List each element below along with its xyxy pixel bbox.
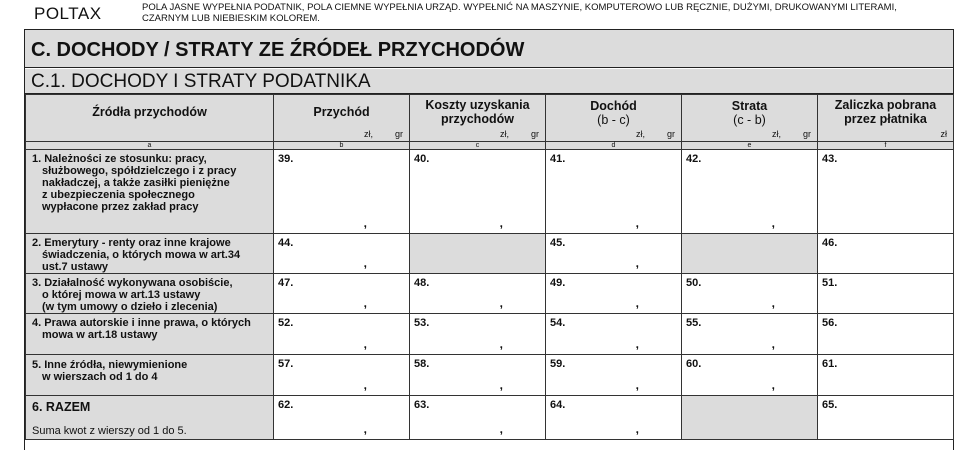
- table-row: [26, 150, 954, 234]
- form-brand: POLTAX: [34, 4, 102, 23]
- col-letter: b: [274, 142, 410, 150]
- unit-gr: gr: [394, 129, 403, 139]
- source-line: wypłacone przez zakład pracy: [42, 201, 199, 213]
- col-header-label: Koszty uzyskania przychodów: [425, 98, 530, 126]
- field-46[interactable]: [818, 234, 954, 274]
- source-total: [26, 396, 274, 440]
- col-header-revenue: [274, 95, 410, 142]
- field-44[interactable]: [274, 234, 410, 274]
- decimal-comma: ,: [635, 216, 639, 230]
- field-64[interactable]: [546, 396, 682, 440]
- field-number: 60.: [686, 358, 702, 370]
- col-units: [614, 129, 675, 139]
- col-units: [342, 129, 403, 139]
- col-letter: e: [682, 142, 818, 150]
- source-copyrights: [26, 314, 274, 355]
- unit-gr: gr: [666, 129, 675, 139]
- col-header-label: Dochód: [590, 99, 637, 113]
- unit-zl: zł: [940, 129, 947, 139]
- col-header-costs: [410, 95, 546, 142]
- field-50[interactable]: [682, 274, 818, 314]
- field-number: 65.: [822, 399, 838, 411]
- unit-zl: zł,: [363, 129, 373, 139]
- source-line: nakładczej, a także zasiłki pieniężne: [42, 177, 230, 189]
- field-53[interactable]: [410, 314, 546, 355]
- field-48[interactable]: [410, 274, 546, 314]
- field-number: 62.: [278, 399, 294, 411]
- field-58[interactable]: [410, 355, 546, 396]
- source-line: 2. Emerytury - renty oraz inne krajowe: [32, 237, 231, 249]
- field-52[interactable]: [274, 314, 410, 355]
- total-row: [26, 396, 954, 440]
- field-62[interactable]: [274, 396, 410, 440]
- source-line: o której mowa w art.13 ustawy: [42, 289, 201, 301]
- decimal-comma: ,: [635, 422, 639, 436]
- col-header-label: Źródła przychodów: [92, 105, 207, 119]
- column-letter-row: [26, 142, 954, 150]
- decimal-comma: ,: [363, 378, 367, 392]
- fill-instructions: POLA JASNE WYPEŁNIA PODATNIK, POLA CIEMNE WYPEŁNIA URZĄD. WYPEŁNIĆ NA MASZYNIE, KOMPUTEROWO LUB RĘCZNIE, DUŻYMI, DRUKOWANYMI LITERAMI, CZARNYM LUB NIEBIESKIM KOLOREM.: [142, 2, 897, 24]
- field-number: 46.: [822, 237, 838, 249]
- source-line: w wierszach od 1 do 4: [42, 371, 158, 383]
- col-letter: a: [26, 142, 274, 150]
- source-line: 5. Inne źródła, niewymienione: [32, 359, 188, 371]
- unit-zl: zł,: [771, 129, 781, 139]
- field-42[interactable]: [682, 150, 818, 234]
- field-number: 48.: [414, 277, 430, 289]
- col-header-advance: [818, 95, 954, 142]
- field-number: 61.: [822, 358, 838, 370]
- decimal-comma: ,: [771, 378, 775, 392]
- field-number: 59.: [550, 358, 566, 370]
- decimal-comma: ,: [499, 378, 503, 392]
- decimal-comma: ,: [635, 296, 639, 310]
- table-row: [26, 274, 954, 314]
- decimal-comma: ,: [363, 216, 367, 230]
- field-57[interactable]: [274, 355, 410, 396]
- field-60[interactable]: [682, 355, 818, 396]
- col-header-source: [26, 95, 274, 142]
- col-header-formula: (c - b): [733, 113, 766, 127]
- table-row: [26, 314, 954, 355]
- field-43[interactable]: [818, 150, 954, 234]
- col-letter: d: [546, 142, 682, 150]
- field-45[interactable]: [546, 234, 682, 274]
- source-personal-activity: [26, 274, 274, 314]
- field-number: 53.: [414, 317, 430, 329]
- field-number: 50.: [686, 277, 702, 289]
- unit-zl: zł,: [635, 129, 645, 139]
- source-line: służbowego, spółdzielczego i z pracy: [42, 165, 237, 177]
- field-number: 40.: [414, 153, 430, 165]
- field-number: 58.: [414, 358, 430, 370]
- field-41[interactable]: [546, 150, 682, 234]
- total-note: Suma kwot z wierszy od 1 do 5.: [32, 425, 187, 437]
- field-51[interactable]: [818, 274, 954, 314]
- header-row: [26, 95, 954, 142]
- decimal-comma: ,: [635, 256, 639, 270]
- source-employment: [26, 150, 274, 234]
- decimal-comma: ,: [363, 296, 367, 310]
- field-number: 64.: [550, 399, 566, 411]
- field-number: 49.: [550, 277, 566, 289]
- field-39[interactable]: [274, 150, 410, 234]
- col-units: [750, 129, 811, 139]
- field-61[interactable]: [818, 355, 954, 396]
- col-header-label: Zaliczka pobrana przez płatnika: [834, 98, 937, 126]
- source-pensions: [26, 234, 274, 274]
- field-47[interactable]: [274, 274, 410, 314]
- decimal-comma: ,: [771, 296, 775, 310]
- unit-gr: gr: [802, 129, 811, 139]
- field-number: 47.: [278, 277, 294, 289]
- field-number: 56.: [822, 317, 838, 329]
- col-header-formula: (b - c): [597, 113, 630, 127]
- decimal-comma: ,: [363, 256, 367, 270]
- field-49[interactable]: [546, 274, 682, 314]
- decimal-comma: ,: [499, 296, 503, 310]
- section-title: C. DOCHODY / STRATY ZE ŹRÓDEŁ PRZYCHODÓW: [25, 30, 953, 68]
- decimal-comma: ,: [499, 337, 503, 351]
- field-disabled: [410, 234, 546, 274]
- source-line: 1. Należności ze stosunku: pracy,: [32, 153, 207, 165]
- col-letter: c: [410, 142, 546, 150]
- source-line: świadczenia, o których mowa w art.34: [42, 249, 241, 261]
- decimal-comma: ,: [771, 216, 775, 230]
- decimal-comma: ,: [363, 337, 367, 351]
- section-c-frame: [24, 29, 954, 450]
- field-number: 54.: [550, 317, 566, 329]
- decimal-comma: ,: [635, 337, 639, 351]
- source-line: z ubezpieczenia społecznego: [42, 189, 195, 201]
- field-number: 45.: [550, 237, 566, 249]
- unit-gr: gr: [530, 129, 539, 139]
- table-row: [26, 234, 954, 274]
- total-title: 6. RAZEM: [32, 400, 91, 414]
- col-header-label: Strata: [731, 99, 768, 113]
- col-header-label: Przychód: [313, 105, 370, 119]
- decimal-comma: ,: [499, 422, 503, 436]
- decimal-comma: ,: [771, 337, 775, 351]
- table-row: [26, 355, 954, 396]
- unit-zl: zł,: [499, 129, 509, 139]
- col-header-income: [546, 95, 682, 142]
- field-disabled: [682, 234, 818, 274]
- decimal-comma: ,: [499, 216, 503, 230]
- income-table: [25, 94, 954, 440]
- decimal-comma: ,: [635, 378, 639, 392]
- field-55[interactable]: [682, 314, 818, 355]
- field-56[interactable]: [818, 314, 954, 355]
- field-63[interactable]: [410, 396, 546, 440]
- source-line: 3. Działalność wykonywana osobiście,: [32, 277, 233, 289]
- source-other: [26, 355, 274, 396]
- col-letter: f: [818, 142, 954, 150]
- source-line: (w tym umowy o dzieło i zlecenia): [42, 301, 218, 313]
- field-number: 43.: [822, 153, 838, 165]
- field-number: 44.: [278, 237, 294, 249]
- col-units: [478, 129, 539, 139]
- decimal-comma: ,: [363, 422, 367, 436]
- source-line: ust.7 ustawy: [42, 261, 109, 273]
- field-number: 41.: [550, 153, 566, 165]
- field-disabled: [682, 396, 818, 440]
- field-59[interactable]: [546, 355, 682, 396]
- field-number: 52.: [278, 317, 294, 329]
- field-number: 39.: [278, 153, 294, 165]
- source-line: mowa w art.18 ustawy: [42, 329, 158, 341]
- field-number: 55.: [686, 317, 702, 329]
- col-header-loss: [682, 95, 818, 142]
- col-units: [919, 129, 948, 139]
- field-40[interactable]: [410, 150, 546, 234]
- field-65[interactable]: [818, 396, 954, 440]
- field-number: 42.: [686, 153, 702, 165]
- field-number: 57.: [278, 358, 294, 370]
- field-number: 63.: [414, 399, 430, 411]
- field-number: 51.: [822, 277, 838, 289]
- field-54[interactable]: [546, 314, 682, 355]
- subsection-title: C.1. DOCHODY I STRATY PODATNIKA: [25, 69, 953, 94]
- source-line: 4. Prawa autorskie i inne prawa, o których: [32, 317, 251, 329]
